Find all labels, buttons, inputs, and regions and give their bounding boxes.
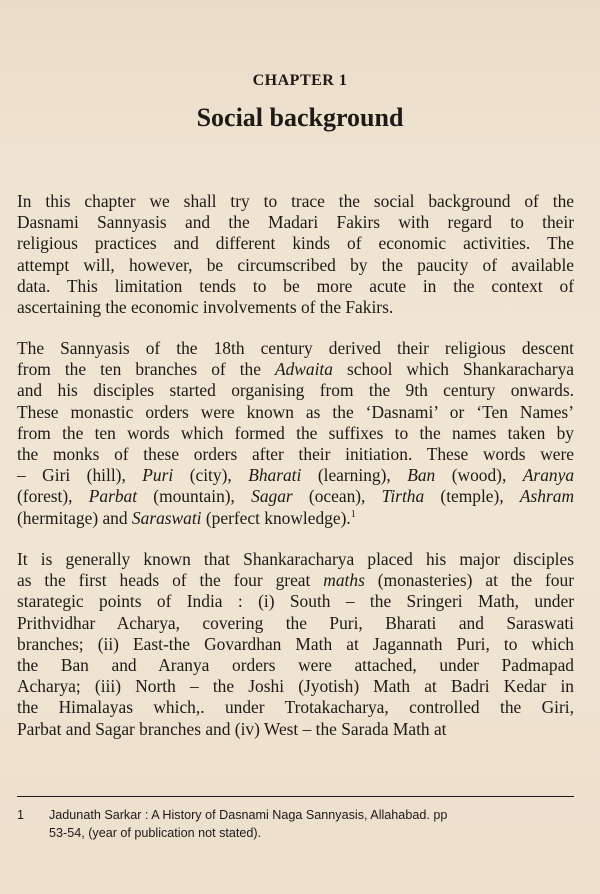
text-line: These monastic orders were known as the ‘Dasnami’ or ‘Ten Names’ [17, 401, 574, 422]
italic-term: Parbat [88, 486, 138, 507]
chapter-label: CHAPTER 1 [252, 72, 348, 89]
italic-term: Puri [142, 465, 174, 486]
text-line: Parbat and Sagar branches and (iv) West – the Sarada Math at [17, 718, 447, 739]
italic-term: Ashram [519, 486, 574, 507]
paragraph-3 [17, 549, 574, 740]
italic-term: Adwaita [274, 359, 333, 380]
text-line: and his disciples started organising from the 9th century onwards. [17, 380, 574, 401]
paragraph-2 [17, 338, 574, 529]
italic-term: maths [323, 570, 365, 591]
text-line: the Himalayas which,. under Trotakacharya, controlled the Giri, [17, 697, 574, 718]
paragraph-1 [17, 191, 574, 318]
italic-term: Sagar [251, 486, 293, 507]
italic-term: Bharati [248, 465, 302, 486]
footnote-line: 53-54, (year of publication not stated). [49, 826, 262, 840]
text-line: the Ban and Aranya orders were attached, under Padmapad [17, 655, 574, 676]
text-line: ascertaining the economic involvements of the Fakirs. [17, 297, 394, 318]
text-line: Acharya; (iii) North – the Joshi (Jyotish) Math at Badri Kedar in [17, 676, 574, 697]
text-line: religious practices and different kinds of economic activities. The [17, 233, 574, 254]
footnote-marker: 1 [350, 508, 356, 520]
text-line: the monks of these orders after their initiation. These words were [17, 444, 574, 465]
text-line: branches; (ii) East-the Govardhan Math at Jagannath Puri, to which [17, 633, 574, 654]
chapter-title: Social background [196, 103, 404, 132]
text-line: (forest), Parbat (mountain), Sagar (ocean), Tirtha (temple), Ashram [17, 486, 574, 507]
text-line: starategic points of India : (i) South – the Sringeri Math, under [17, 591, 574, 612]
text-line: In this chapter we shall try to trace the social background of the [17, 191, 574, 211]
italic-term: Saraswati [131, 507, 202, 528]
text-line: Prithvidhar Acharya, covering the Puri, Bharati and Saraswati [17, 612, 574, 633]
text-line: from the ten branches of the Adwaita school which Shankaracharya [17, 359, 574, 380]
italic-term: Tirtha [381, 486, 425, 507]
text-line: data. This limitation tends to be more acute in the context of [17, 275, 574, 296]
text-line: Dasnami Sannyasis and the Madari Fakirs with regard to their [17, 212, 574, 233]
footnote-line: Jadunath Sarkar : A History of Dasnami Naga Sannyasis, Allahabad. pp [49, 808, 448, 822]
footnote-number: 1 [17, 808, 25, 822]
italic-term: Ban [407, 465, 436, 486]
footnote-rule [17, 796, 574, 797]
text-line: from the ten words which formed the suffixes to the names taken by [17, 422, 574, 443]
text-line: – Giri (hill), Puri (city), Bharati (learning), Ban (wood), Aranya [17, 465, 575, 486]
text-line: as the first heads of the four great maths (monasteries) at the four [17, 570, 574, 591]
text-line: It is generally known that Shankaracharya placed his major disciples [17, 549, 574, 569]
text-line: attempt will, however, be circumscribed by the paucity of available [17, 254, 574, 275]
footnote-text [49, 806, 577, 842]
text-line: The Sannyasis of the 18th century derived their religious descent [17, 338, 574, 358]
italic-term: Aranya [522, 465, 575, 486]
text-line: (hermitage) and Saraswati (perfect knowledge).$^1$ [17, 507, 356, 528]
